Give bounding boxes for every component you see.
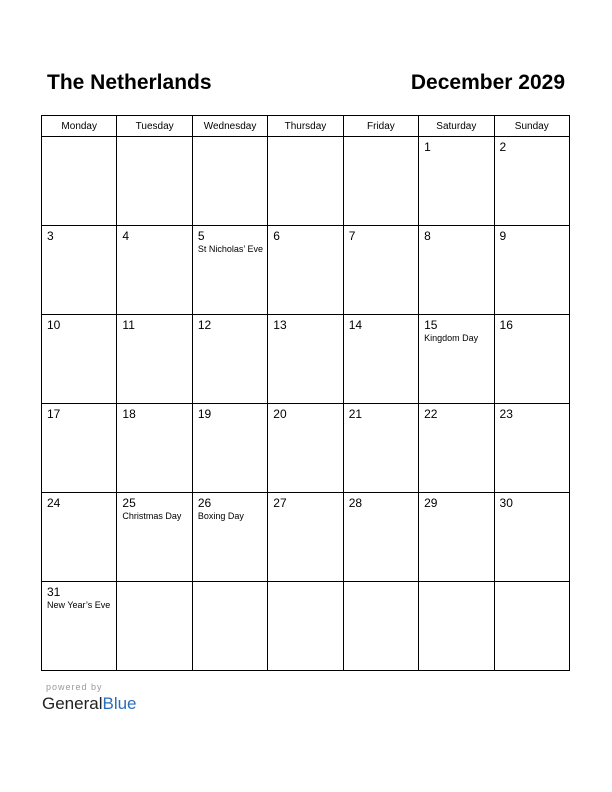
day-cell <box>268 226 343 315</box>
day-number: 20 <box>273 407 287 421</box>
day-cell <box>117 315 192 404</box>
day-number <box>419 582 493 585</box>
day-cell <box>42 226 117 315</box>
weekday-sunday: Sunday <box>494 116 569 137</box>
day-cell <box>343 493 418 582</box>
page-title-month: December 2029 <box>410 71 565 94</box>
brand-logo <box>42 694 137 714</box>
day-number: 21 <box>348 407 363 421</box>
holiday-label: Kingdom Day <box>424 333 479 343</box>
day-number: 8 <box>424 229 431 243</box>
day-cell <box>192 582 267 671</box>
day-number: 26 <box>197 496 212 510</box>
day-cell <box>494 404 569 493</box>
day-cell <box>419 493 494 582</box>
day-number: 4 <box>122 229 130 243</box>
week-row <box>42 582 570 671</box>
brand-logo-general: General <box>42 694 103 713</box>
day-cell <box>268 404 343 493</box>
day-cell <box>268 493 343 582</box>
day-number: 22 <box>424 407 438 421</box>
day-cell <box>192 137 267 226</box>
week-row <box>42 404 570 493</box>
day-cell <box>419 226 494 315</box>
calendar-grid <box>41 115 570 671</box>
day-number <box>193 137 267 140</box>
day-cell <box>268 315 343 404</box>
page-title-country: The Netherlands <box>47 71 212 94</box>
day-cell <box>343 582 418 671</box>
day-number: 15 <box>424 318 438 332</box>
day-cell <box>42 582 117 671</box>
day-cell <box>117 582 192 671</box>
day-number: 24 <box>47 496 61 510</box>
holiday-label: Boxing Day <box>197 511 244 521</box>
day-number: 14 <box>348 318 363 332</box>
day-cell <box>494 493 569 582</box>
day-cell <box>192 226 267 315</box>
day-number: 16 <box>499 318 513 332</box>
weekday-thursday: Thursday <box>268 116 343 137</box>
calendar-body <box>42 137 570 671</box>
day-cell <box>268 137 343 226</box>
day-number: 7 <box>348 229 356 243</box>
day-cell <box>494 315 569 404</box>
day-number: 9 <box>499 229 507 243</box>
day-number: 10 <box>47 318 61 332</box>
day-cell <box>42 137 117 226</box>
day-number: 18 <box>122 407 136 421</box>
day-cell <box>419 582 494 671</box>
week-row <box>42 137 570 226</box>
day-cell <box>117 137 192 226</box>
day-number: 30 <box>499 496 513 510</box>
day-number: 27 <box>273 496 287 510</box>
day-cell <box>117 404 192 493</box>
day-number: 17 <box>47 407 61 421</box>
day-cell <box>117 226 192 315</box>
day-number: 29 <box>424 496 438 510</box>
day-number: 13 <box>273 318 287 332</box>
day-cell <box>192 404 267 493</box>
weekday-friday: Friday <box>343 116 418 137</box>
day-cell <box>268 582 343 671</box>
day-number <box>344 137 418 140</box>
day-number: 12 <box>197 318 212 332</box>
holiday-label: New Year’s Eve <box>47 600 111 610</box>
day-cell <box>42 315 117 404</box>
day-number: 5 <box>197 229 205 243</box>
day-number <box>42 137 116 140</box>
powered-by-text: powered by <box>46 682 103 692</box>
day-cell <box>419 404 494 493</box>
day-cell <box>192 493 267 582</box>
day-cell <box>343 315 418 404</box>
day-cell <box>419 137 494 226</box>
week-row <box>42 315 570 404</box>
day-number: 6 <box>273 229 280 243</box>
day-number: 28 <box>348 496 363 510</box>
holiday-label: St Nicholas’ Eve <box>197 244 264 254</box>
day-cell <box>343 226 418 315</box>
brand-logo-blue: Blue <box>102 694 137 713</box>
weekday-monday: Monday <box>42 116 117 137</box>
day-number <box>268 582 342 585</box>
week-row <box>42 493 570 582</box>
day-cell <box>494 137 569 226</box>
weekday-tuesday: Tuesday <box>117 116 192 137</box>
holiday-label: Christmas Day <box>122 511 182 521</box>
day-cell <box>117 493 192 582</box>
day-cell <box>494 226 569 315</box>
day-number <box>193 582 267 585</box>
day-number: 11 <box>122 318 135 332</box>
day-number: 3 <box>47 229 54 243</box>
weekday-saturday: Saturday <box>419 116 494 137</box>
day-number <box>117 137 191 140</box>
day-number: 31 <box>47 585 61 599</box>
day-number: 25 <box>122 496 136 510</box>
weekday-wednesday: Wednesday <box>192 116 267 137</box>
day-cell <box>343 137 418 226</box>
day-cell <box>42 493 117 582</box>
day-number <box>117 582 191 585</box>
day-cell <box>192 315 267 404</box>
day-number: 2 <box>499 140 507 154</box>
day-cell <box>419 315 494 404</box>
day-number <box>344 582 418 585</box>
week-row <box>42 226 570 315</box>
day-number: 1 <box>424 140 431 154</box>
day-cell <box>343 404 418 493</box>
day-number: 23 <box>499 407 513 421</box>
day-number <box>495 582 569 585</box>
day-number <box>268 137 342 140</box>
day-number: 19 <box>197 407 212 421</box>
day-cell <box>42 404 117 493</box>
weekday-header-row <box>42 116 570 137</box>
day-cell <box>494 582 569 671</box>
